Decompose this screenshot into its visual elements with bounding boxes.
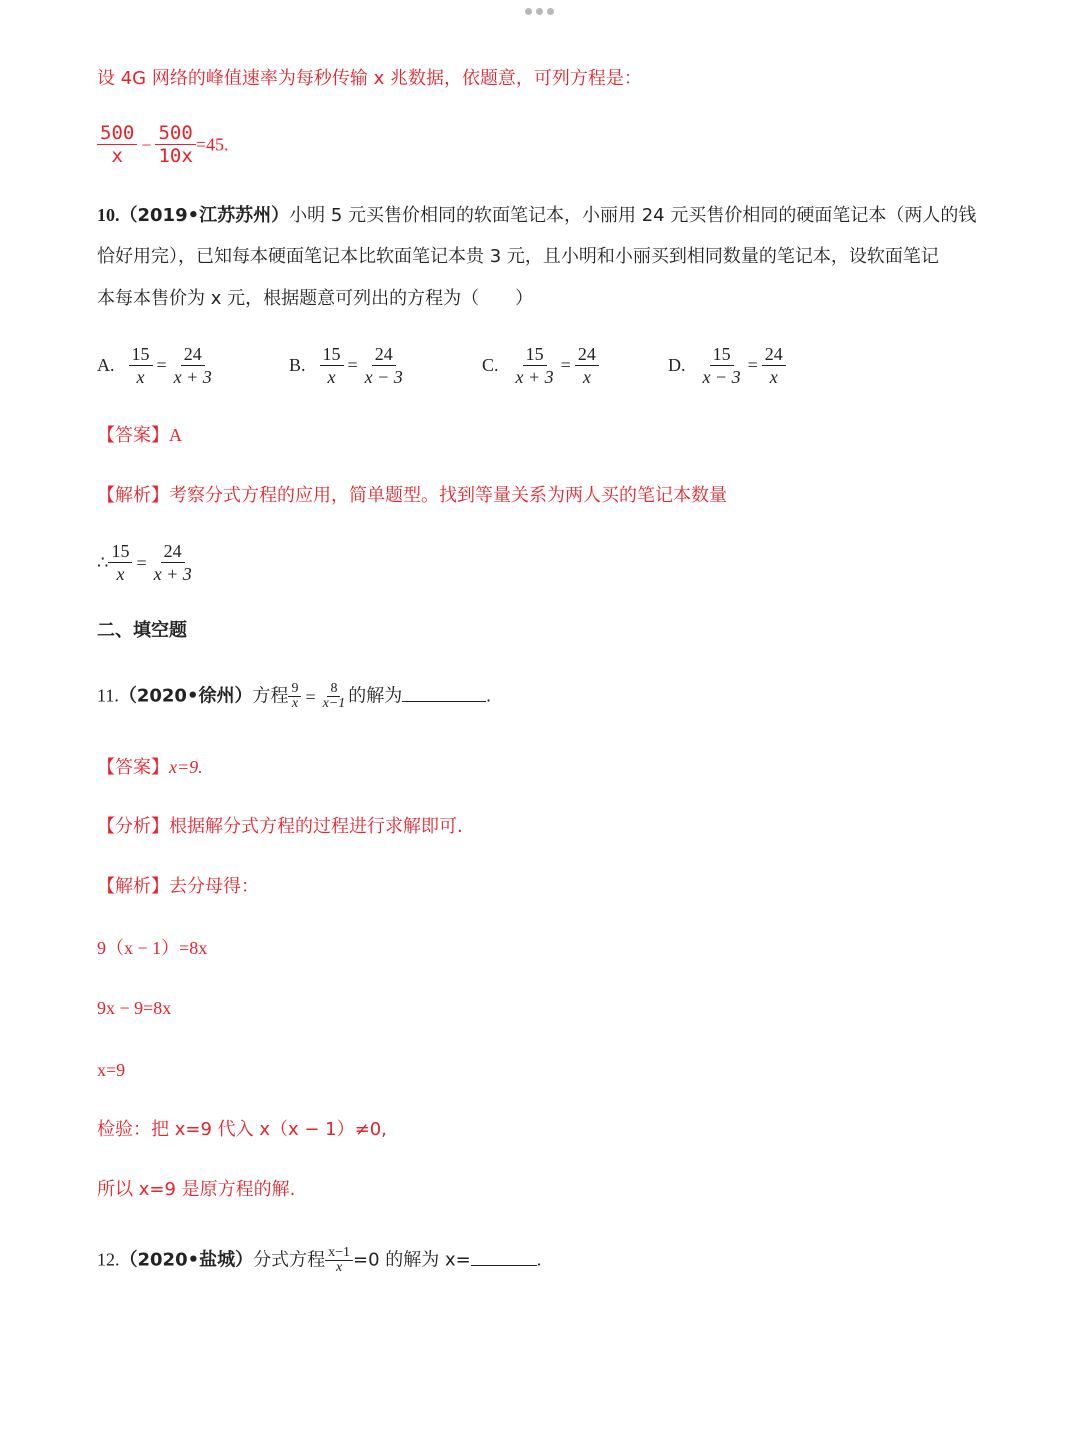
option-label: D. xyxy=(668,355,686,375)
period: . xyxy=(486,685,491,706)
denominator: x xyxy=(335,1260,343,1275)
analysis-text: 考察分式方程的应用，简单题型。找到等量关系为两人买的笔记本数量 xyxy=(169,485,727,506)
numerator: 15 xyxy=(129,343,153,366)
numerator: 9 xyxy=(288,682,301,697)
answer-tag: 【答案】 xyxy=(97,425,169,446)
option-fraction-left xyxy=(513,343,557,388)
final-fraction-right xyxy=(151,540,195,585)
menu-dot xyxy=(547,8,554,15)
question-number: 11. xyxy=(97,685,119,706)
option-b[interactable] xyxy=(289,343,406,388)
q11-fraction-left xyxy=(288,682,301,711)
jiexi-tag: 【解析】 xyxy=(97,876,169,897)
question-source: （2020•徐州） xyxy=(118,685,253,707)
q11-fraction-right xyxy=(320,682,349,711)
numerator: 15 xyxy=(320,343,344,366)
denominator: x xyxy=(769,367,778,387)
option-d[interactable] xyxy=(668,343,786,388)
option-fraction-right xyxy=(762,343,786,388)
answer-blank[interactable] xyxy=(471,1265,537,1266)
section-title: 二、填空题 xyxy=(97,620,187,641)
numerator: 500 xyxy=(97,122,137,145)
question-number: 12. xyxy=(97,1249,120,1270)
denominator: x xyxy=(291,696,299,711)
question-text-tail: 的解为 xyxy=(348,685,403,707)
q11-answer xyxy=(97,755,203,780)
numerator: 24 xyxy=(372,343,396,366)
denominator: x xyxy=(582,367,591,387)
equals-sign: = xyxy=(560,355,571,375)
numerator: 24 xyxy=(181,343,205,366)
answer-value: A xyxy=(169,425,182,445)
numerator: 15 xyxy=(108,540,132,563)
q9-equation xyxy=(97,122,228,167)
option-fraction-right xyxy=(171,343,215,388)
answer-tag: 【答案】 xyxy=(97,757,169,778)
equals-sign: = xyxy=(747,355,758,375)
numerator: 8 xyxy=(327,682,340,697)
denominator: x − 3 xyxy=(702,367,741,387)
answer-blank[interactable] xyxy=(402,701,486,702)
menu-dot xyxy=(536,8,543,15)
numerator: 24 xyxy=(762,343,786,366)
therefore-symbol: ∴ xyxy=(97,552,109,573)
question-text: 方程 xyxy=(252,685,289,707)
analysis-tag: 【解析】 xyxy=(97,485,169,506)
q10-line-1 xyxy=(97,203,976,228)
question-text: 分式方程 xyxy=(253,1249,326,1271)
denominator: x xyxy=(116,564,125,584)
period: . xyxy=(536,1249,542,1270)
q11-jiexi xyxy=(97,875,259,899)
denominator: x xyxy=(136,367,145,387)
answer-value: x=9. xyxy=(169,757,203,777)
equals-sign: = xyxy=(156,355,167,375)
option-fraction-left xyxy=(320,343,344,388)
denominator: x − 3 xyxy=(364,367,403,387)
q11-step-1: 9（x − 1）=8x xyxy=(97,938,208,958)
q9-fraction-1 xyxy=(97,122,137,167)
option-a[interactable] xyxy=(97,343,215,388)
q12-fraction xyxy=(325,1246,353,1275)
q10-analysis xyxy=(97,484,727,508)
more-menu-icon[interactable] xyxy=(525,8,554,15)
option-c[interactable] xyxy=(482,343,599,388)
denominator: x xyxy=(327,367,336,387)
question-source: （2019•江苏苏州） xyxy=(119,205,290,226)
numerator: 15 xyxy=(710,343,734,366)
question-text: 小明 5 元买售价相同的软面笔记本，小丽用 24 元买售价相同的硬面笔记本（两人的钱 xyxy=(289,205,977,226)
q11-question xyxy=(97,682,491,711)
denominator: x + 3 xyxy=(153,564,192,584)
denominator: x + 3 xyxy=(173,367,212,387)
q10-final-equation xyxy=(97,540,195,585)
numerator: 500 xyxy=(155,122,195,145)
denominator: x + 3 xyxy=(515,367,554,387)
q11-conclusion: 所以 x=9 是原方程的解. xyxy=(97,1179,296,1200)
q10-line-3: 本每本售价为 x 元，根据题意可列出的方程为（ ） xyxy=(97,288,534,309)
menu-dot xyxy=(525,8,532,15)
numerator: 24 xyxy=(161,540,185,563)
option-label: B. xyxy=(289,355,306,375)
q9-rhs: =45. xyxy=(195,134,229,155)
numerator: 15 xyxy=(523,343,547,366)
denominator: x xyxy=(111,145,123,167)
q9-fraction-2 xyxy=(155,122,195,167)
equals-sign: = xyxy=(136,552,147,573)
numerator: x−1 xyxy=(325,1246,353,1261)
option-fraction-left xyxy=(700,343,744,388)
question-number: 10. xyxy=(97,205,120,225)
equals-sign: = xyxy=(347,355,358,375)
option-fraction-left xyxy=(129,343,153,388)
question-text-tail: =0 的解为 x= xyxy=(353,1249,471,1271)
fenxi-tag: 【分析】 xyxy=(97,816,169,837)
equals-sign: = xyxy=(305,686,316,707)
denominator: x−1 xyxy=(322,696,346,711)
q10-answer xyxy=(97,423,182,448)
fenxi-text: 根据解分式方程的过程进行求解即可. xyxy=(169,816,463,837)
q12-question xyxy=(97,1246,541,1275)
q11-check: 检验：把 x=9 代入 x（x − 1）≠0, xyxy=(97,1119,387,1140)
jiexi-text: 去分母得： xyxy=(169,876,259,897)
numerator: 24 xyxy=(575,343,599,366)
q11-fenxi xyxy=(97,815,463,839)
q10-line-2: 恰好用完），已知每本硬面笔记本比软面笔记本贵 3 元，且小明和小丽买到相同数量的笔记本，设软面笔记 xyxy=(97,246,939,267)
option-label: A. xyxy=(97,355,115,375)
question-source: （2020•盐城） xyxy=(119,1249,254,1271)
option-label: C. xyxy=(482,355,499,375)
option-fraction-right xyxy=(575,343,599,388)
q11-step-2: 9x − 9=8x xyxy=(97,998,172,1018)
q9-setup-text: 设 4G 网络的峰值速率为每秒传输 x 兆数据，依题意，可列方程是： xyxy=(97,68,642,89)
minus-sign: − xyxy=(141,134,152,155)
final-fraction-left xyxy=(108,540,132,585)
denominator: 10x xyxy=(158,145,193,167)
q11-step-3: x=9 xyxy=(97,1060,126,1080)
option-fraction-right xyxy=(362,343,406,388)
